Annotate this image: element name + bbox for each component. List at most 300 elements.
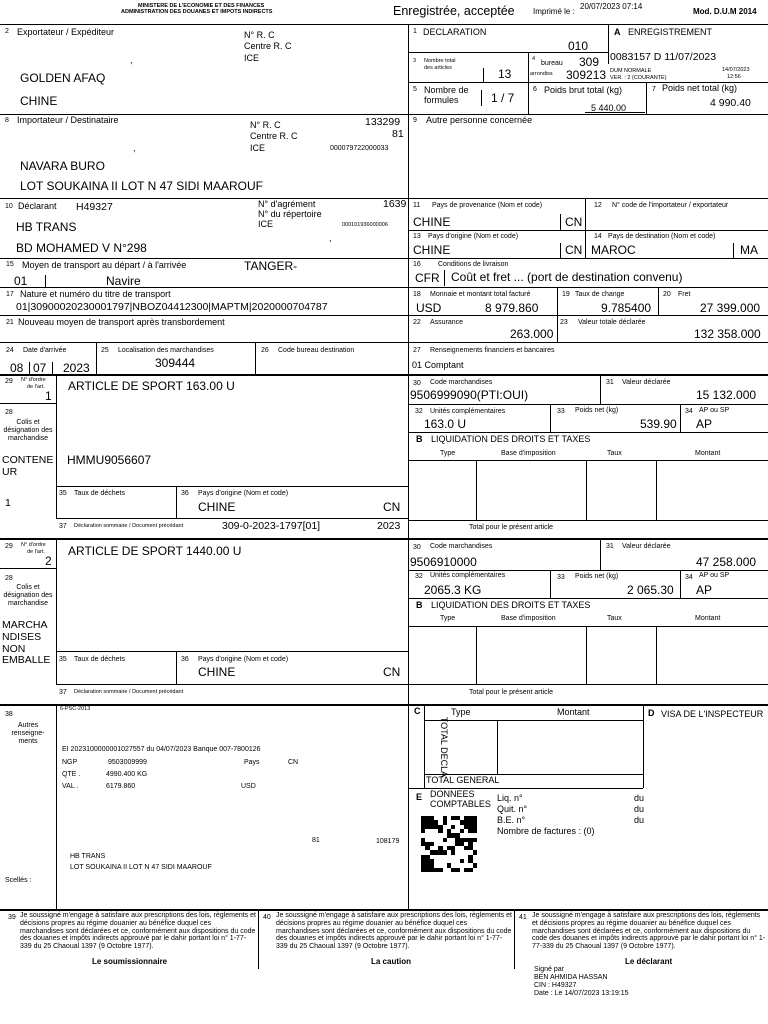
registration-label: ENREGISTREMENT bbox=[628, 27, 713, 37]
col-taux: Taux bbox=[607, 615, 622, 622]
total-articles-label-1: Nombre total bbox=[424, 58, 456, 64]
article-order-label-1: N° d'ordre bbox=[21, 377, 46, 383]
grid-line bbox=[586, 460, 587, 520]
goods-location: 309444 bbox=[155, 356, 196, 370]
grid-line bbox=[0, 704, 768, 706]
grid-line bbox=[56, 374, 57, 518]
printed-date: 20/07/2023 07:14 bbox=[580, 2, 643, 11]
declarant-code: H49327 bbox=[76, 201, 113, 213]
article-origin-code: CN bbox=[383, 665, 401, 679]
grid-line bbox=[0, 538, 768, 540]
destination-name: MAROC bbox=[591, 243, 636, 257]
box8-ice-value: 000079722000033 bbox=[330, 145, 389, 152]
box-number: 27 bbox=[413, 347, 421, 354]
delivery-text: Coût et fret ... (port de destination convenu) bbox=[451, 270, 683, 284]
commodity-code: 9506910000 bbox=[410, 555, 477, 569]
col-base: Base d'imposition bbox=[501, 615, 556, 622]
box-number: 37 bbox=[59, 689, 67, 696]
grid-line bbox=[408, 404, 768, 405]
total-declared-value: 132 358.000 bbox=[694, 327, 761, 341]
ngp-label: NGP bbox=[62, 759, 78, 766]
article-total-label: Total pour le présent article bbox=[469, 689, 554, 696]
grid-line bbox=[528, 52, 529, 82]
box-number: 20 bbox=[663, 291, 671, 298]
destination-code: MA bbox=[740, 243, 758, 257]
transport-mode: Navire bbox=[106, 274, 141, 288]
grid-line bbox=[424, 720, 643, 721]
total-general-label: TOTAL GENERAL bbox=[426, 775, 500, 785]
grid-line bbox=[497, 720, 498, 774]
model-label: Mod. D.U.M 2014 bbox=[693, 7, 757, 16]
transport-place: TANGER- bbox=[244, 259, 298, 273]
gross-weight-label: Poids brut total (kg) bbox=[544, 85, 623, 95]
grid-line bbox=[0, 315, 768, 316]
other-info-code: 6-PSC-2013 bbox=[60, 706, 91, 712]
article-description: ARTICLE DE SPORT 163.00 U bbox=[68, 379, 235, 393]
box18-label: Monnaie et montant total facturé bbox=[430, 291, 531, 298]
exchange-rate: 9.785400 bbox=[601, 301, 652, 315]
arrondiss-label: arrondiss bbox=[530, 71, 553, 77]
box-number: 4 bbox=[532, 56, 536, 62]
gross-weight-value: 5 440.00 bbox=[591, 103, 627, 113]
box-c-col-type: Type bbox=[451, 707, 471, 717]
bureau-value: 309 bbox=[579, 55, 600, 69]
box25-label: Localisation des marchandises bbox=[118, 347, 214, 354]
box2-comma: , bbox=[130, 55, 133, 65]
liquidation-letter: B bbox=[416, 600, 423, 610]
registration-date: 14/07/2023 bbox=[722, 67, 750, 73]
declared-value: 15 132.000 bbox=[696, 388, 757, 402]
accounting-label-1: DONNEES bbox=[430, 789, 475, 799]
ap-sp-label: AP ou SP bbox=[699, 407, 730, 414]
ministry-line-1: MINISTERE DE L'ECONOMIE ET DES FINANCES bbox=[138, 3, 265, 9]
box-number: 39 bbox=[8, 914, 16, 921]
net-weight-article: 2 065.30 bbox=[627, 583, 674, 597]
box-a-letter: A bbox=[614, 27, 621, 37]
be-du: du bbox=[634, 815, 645, 825]
repertoire-label: N° du répertoire bbox=[258, 209, 322, 219]
box21-label: Nouveau moyen de transport après transbordement bbox=[18, 317, 225, 327]
provenance-code: CN bbox=[565, 215, 583, 229]
article-order-label-1: N° d'ordre bbox=[21, 542, 46, 548]
article-order-label-2: de l'art. bbox=[27, 384, 45, 390]
box8-centre-label: Centre R. C bbox=[250, 131, 298, 141]
grid-line bbox=[56, 684, 408, 685]
box2-label: Exportateur / Expéditeur bbox=[17, 27, 115, 37]
grid-line bbox=[444, 270, 445, 286]
box-number: 22 bbox=[413, 319, 421, 326]
grid-line bbox=[550, 570, 551, 598]
ngp-value: 9503009999 bbox=[108, 759, 147, 766]
qte-value: 4990.400 KG bbox=[106, 771, 148, 778]
box11-label: Pays de provenance (Nom et code) bbox=[432, 202, 543, 209]
grid-line bbox=[408, 24, 409, 909]
box-number: 23 bbox=[560, 319, 568, 326]
box8-rc-label: N° R. C bbox=[250, 120, 281, 130]
box-number: 40 bbox=[263, 914, 271, 921]
ap-sp-label: AP ou SP bbox=[699, 572, 730, 579]
ei-line: EI 2023100000001027557 du 04/07/2023 Banque 007-7800126 bbox=[62, 746, 261, 753]
dum-normale: DUM NORMALE bbox=[610, 68, 652, 74]
formules-label-1: Nombre de bbox=[424, 85, 469, 95]
ap-sp-value: AP bbox=[696, 583, 713, 597]
commodity-code: 9506999090(PTI:OUI) bbox=[410, 388, 529, 402]
box8-rc-value: 133299 bbox=[365, 116, 401, 128]
packages-label: Colis et désignation des marchandise bbox=[3, 584, 53, 607]
box-d-letter: D bbox=[648, 708, 655, 718]
box-number: 18 bbox=[413, 291, 421, 298]
box24-label: Date d'arrivée bbox=[23, 347, 67, 354]
box-number: 17 bbox=[6, 291, 14, 298]
grid-line bbox=[56, 518, 408, 519]
declaration-label: DECLARATION bbox=[423, 27, 487, 37]
waste-rate-label: Taux de déchets bbox=[74, 490, 125, 497]
box-number: 5 bbox=[413, 86, 417, 93]
quit-label: Quit. n° bbox=[497, 804, 528, 814]
grid-line bbox=[408, 520, 768, 521]
transport-document: 01|30900020230001797|NBOZ04412300|MAPTM|2020000704787 bbox=[16, 301, 328, 313]
box12-label: N° code de l'importateur / exportateur bbox=[612, 202, 729, 209]
box-number: 25 bbox=[101, 347, 109, 354]
box-number: 9 bbox=[413, 117, 417, 124]
box10-label: Déclarant bbox=[18, 201, 57, 211]
val-currency: USD bbox=[241, 783, 256, 790]
box-number: 28 bbox=[5, 575, 13, 582]
grid-line bbox=[658, 287, 659, 315]
box-number: 29 bbox=[5, 543, 13, 550]
grid-line bbox=[680, 404, 681, 432]
origin-code: CN bbox=[565, 243, 583, 257]
box-number: 24 bbox=[6, 347, 14, 354]
agrement-value: 1639 bbox=[383, 198, 407, 210]
ap-sp-value: AP bbox=[696, 417, 713, 431]
accounting-label-2: COMPTABLES bbox=[430, 799, 491, 809]
box-number: 21 bbox=[6, 319, 14, 326]
arrival-month: 07 bbox=[33, 361, 47, 375]
box-number: 12 bbox=[594, 202, 602, 209]
pays-label: Pays bbox=[244, 759, 260, 766]
net-weight-article-label: Poids net (kg) bbox=[575, 407, 619, 414]
box-number: 16 bbox=[413, 261, 421, 268]
box-number: 33 bbox=[557, 408, 565, 415]
box27-label: Renseignements financiers et bancaires bbox=[430, 347, 555, 354]
grid-line bbox=[680, 570, 681, 598]
summary-declaration-year: 2023 bbox=[377, 520, 401, 532]
grid-line bbox=[56, 538, 57, 684]
box-c-letter: C bbox=[414, 706, 421, 716]
val-value: 6179.860 bbox=[106, 783, 136, 790]
liquidation-letter: B bbox=[416, 434, 423, 444]
arrival-day: 08 bbox=[10, 361, 24, 375]
box-number: 32 bbox=[415, 573, 423, 580]
box-number: 31 bbox=[606, 543, 614, 550]
box-number: 7 bbox=[652, 86, 656, 93]
grid-line bbox=[560, 214, 561, 230]
rc-number: 108179 bbox=[376, 838, 400, 845]
net-weight-label: Poids net total (kg) bbox=[662, 83, 738, 93]
box2-ice-label: ICE bbox=[244, 53, 260, 63]
grid-line bbox=[483, 68, 484, 82]
grid-line bbox=[408, 432, 768, 433]
declared-value: 47 258.000 bbox=[696, 555, 757, 569]
total-articles-label-2: des articles bbox=[424, 65, 452, 71]
box-number: 33 bbox=[557, 574, 565, 581]
grid-line bbox=[585, 198, 586, 230]
grid-line bbox=[0, 403, 56, 404]
grid-line bbox=[0, 909, 768, 911]
grid-line bbox=[600, 538, 601, 570]
grid-line bbox=[643, 704, 644, 788]
box-number: 3 bbox=[413, 58, 417, 64]
grid-line bbox=[52, 362, 53, 374]
grid-line bbox=[585, 112, 645, 113]
grid-line bbox=[56, 651, 408, 652]
article-number: 2 bbox=[45, 554, 52, 568]
box17-label: Nature et numéro du titre de transport bbox=[20, 289, 171, 299]
exporter-name: GOLDEN AFAQ bbox=[20, 71, 106, 85]
grid-line bbox=[557, 315, 558, 342]
delivery-code: CFR bbox=[415, 271, 440, 285]
box23-label: Valeur totale déclarée bbox=[578, 319, 646, 326]
grid-line bbox=[514, 909, 515, 969]
grid-line bbox=[0, 342, 768, 343]
container-label: MARCHA NDISES NON EMBALLE bbox=[2, 619, 51, 667]
commodity-code-label: Code marchandises bbox=[430, 379, 493, 386]
box-number: 28 bbox=[5, 409, 13, 416]
grid-line bbox=[0, 287, 768, 288]
importer-name: NAVARA BURO bbox=[20, 159, 105, 173]
rc-code: 81 bbox=[312, 837, 320, 844]
box-number: 34 bbox=[685, 574, 693, 581]
grid-line bbox=[176, 651, 177, 684]
printed-label: Imprimé le : bbox=[533, 7, 575, 16]
waste-rate-label: Taux de déchets bbox=[74, 656, 125, 663]
col-montant: Montant bbox=[695, 615, 721, 622]
grid-line bbox=[608, 24, 609, 64]
declarant-address: BD MOHAMED V N°298 bbox=[16, 241, 147, 255]
grid-line bbox=[96, 342, 97, 374]
box-number: 35 bbox=[59, 656, 67, 663]
article-origin-name: CHINE bbox=[198, 665, 236, 679]
net-weight-value: 4 990.40 bbox=[710, 97, 751, 109]
grid-line bbox=[408, 460, 768, 461]
grid-line bbox=[255, 342, 256, 374]
other-info-label: Autres renseigne- ments bbox=[11, 722, 45, 745]
pays-value: CN bbox=[288, 759, 299, 766]
bureau-label: bureau bbox=[541, 60, 563, 67]
box-number: 11 bbox=[413, 202, 421, 209]
box26-label: Code bureau destination bbox=[278, 347, 355, 354]
box-number: 2 bbox=[5, 28, 9, 35]
grid-line bbox=[557, 287, 558, 315]
article-total-label: Total pour le présent article bbox=[469, 524, 554, 531]
signed-by-cin: CIN : H49327 bbox=[534, 982, 577, 989]
invoice-amount: 8 979.860 bbox=[485, 301, 539, 315]
grid-line bbox=[258, 909, 259, 969]
grid-line bbox=[0, 258, 768, 259]
transport-code: 01 bbox=[14, 274, 28, 288]
box-number: 10 bbox=[5, 203, 13, 210]
col-taux: Taux bbox=[607, 450, 622, 457]
article-origin-label: Pays d'origine (Nom et code) bbox=[198, 490, 289, 497]
grid-line bbox=[550, 404, 551, 432]
box-number: 37 bbox=[59, 523, 67, 530]
grid-line bbox=[600, 374, 601, 404]
units-label: Unités complémentaires bbox=[430, 572, 506, 579]
submitter-title: Le soumissionnaire bbox=[92, 957, 168, 966]
importer-address: LOT SOUKAINA II LOT N 47 SIDI MAAROUF bbox=[20, 179, 263, 193]
grid-line bbox=[528, 82, 529, 114]
grid-line bbox=[656, 460, 657, 520]
box-number: 38 bbox=[5, 711, 13, 718]
declared-value-label: Valeur déclarée bbox=[622, 543, 671, 550]
grid-line bbox=[0, 24, 768, 25]
package-count: 1 bbox=[5, 497, 11, 509]
box15-label: Moyen de transport au départ / à l'arrivée bbox=[22, 260, 187, 270]
box-number: 19 bbox=[562, 291, 570, 298]
grid-line bbox=[408, 626, 768, 627]
box-number: 35 bbox=[59, 490, 67, 497]
formules-label-2: formules bbox=[424, 95, 459, 105]
dum-version: VER. : 2 (COURANTE) bbox=[610, 75, 667, 81]
box-number: 6 bbox=[533, 86, 537, 93]
invoice-currency: USD bbox=[416, 301, 442, 315]
total-articles-value: 13 bbox=[498, 67, 512, 81]
commodity-code-label: Code marchandises bbox=[430, 543, 493, 550]
grid-line bbox=[733, 243, 734, 258]
summary-declaration: 309-0-2023-1797[01] bbox=[222, 520, 321, 532]
grid-line bbox=[560, 243, 561, 258]
status-text: Enregistrée, acceptée bbox=[393, 4, 515, 18]
units-label: Unités complémentaires bbox=[430, 408, 506, 415]
arrondiss-value: 309213 bbox=[566, 68, 607, 82]
box-c-col-montant: Montant bbox=[557, 707, 590, 717]
box20-label: Fret bbox=[678, 291, 691, 298]
grid-line bbox=[408, 598, 768, 599]
grid-line bbox=[481, 90, 482, 106]
grid-line bbox=[656, 626, 657, 684]
registration-number: 0083157 D 11/07/2023 bbox=[610, 51, 717, 63]
quit-du: du bbox=[634, 804, 645, 814]
insurance-value: 263.000 bbox=[510, 327, 554, 341]
grid-line bbox=[408, 570, 768, 571]
arrival-year: 2023 bbox=[63, 361, 90, 375]
col-type: Type bbox=[440, 450, 456, 457]
box19-label: Taux de change bbox=[575, 291, 625, 298]
net-weight-article: 539.90 bbox=[640, 417, 677, 431]
origin-name: CHINE bbox=[413, 243, 451, 257]
declared-value-label: Valeur déclarée bbox=[622, 379, 671, 386]
other-info-address: LOT SOUKAINA II LOT N 47 SIDI MAAROUF bbox=[70, 864, 212, 871]
grid-line bbox=[476, 626, 477, 684]
article-number: 1 bbox=[45, 389, 52, 403]
box-e-letter: E bbox=[416, 792, 423, 802]
article-origin-name: CHINE bbox=[198, 500, 236, 514]
grid-line bbox=[29, 362, 30, 374]
grid-line bbox=[476, 460, 477, 520]
box2-rc-label: N° R. C bbox=[244, 30, 275, 40]
container-label: CONTENE UR bbox=[2, 454, 54, 478]
box8-label: Importateur / Destinataire bbox=[17, 115, 119, 125]
qr-code bbox=[421, 816, 477, 872]
grid-line bbox=[586, 626, 587, 684]
box2-centre-label: Centre R. C bbox=[244, 41, 292, 51]
box9-label: Autre personne concernée bbox=[426, 115, 533, 125]
container-number: HMMU9056607 bbox=[67, 453, 152, 467]
other-info-company: HB TRANS bbox=[70, 853, 106, 860]
grid-line bbox=[408, 230, 768, 231]
guarantor-legal: Je soussigné m'engage à satisfaire aux prescriptions des lois, règlements et décisions propres au régime douanier au bénéfice duquel ces marchandises sont déclarées et ce, conformément aux dispositions du code des douanes et impôts indirects approuvé par le dahir portant loi n° 1-77-339 du 25 Chaoual 1397 (9 Octobre 1977). bbox=[276, 912, 512, 951]
box14-label: Pays de destination (Nom et code) bbox=[608, 233, 716, 240]
col-montant: Montant bbox=[695, 450, 721, 457]
grid-line bbox=[56, 486, 408, 487]
article-origin-label: Pays d'origine (Nom et code) bbox=[198, 656, 289, 663]
box22-label: Assurance bbox=[430, 319, 464, 326]
box13-label: Pays d'origine (Nom et code) bbox=[428, 233, 519, 240]
box-number: 36 bbox=[181, 490, 189, 497]
provenance-name: CHINE bbox=[413, 215, 451, 229]
article-description: ARTICLE DE SPORT 1440.00 U bbox=[68, 544, 242, 558]
box-number: 15 bbox=[6, 261, 14, 268]
agrement-label: N° d'agrément bbox=[258, 199, 316, 209]
guarantor-title: La caution bbox=[371, 957, 412, 966]
ministry-line-2: ADMINISTRATION DES DOUANES ET IMPOTS INDIRECTS bbox=[121, 9, 273, 15]
liq-du: du bbox=[634, 793, 645, 803]
grid-line bbox=[408, 52, 608, 53]
box-number: 14 bbox=[594, 233, 602, 240]
grid-line bbox=[176, 486, 177, 518]
box-number: 30 bbox=[413, 544, 421, 551]
grid-line bbox=[408, 684, 768, 685]
seals-label: Scellés : bbox=[5, 877, 32, 884]
box-number: 30 bbox=[413, 380, 421, 387]
signed-by-label: Signé par bbox=[534, 966, 564, 973]
signed-by-name: BEN AHMIDA HASSAN bbox=[534, 974, 608, 981]
grid-line bbox=[585, 230, 586, 258]
box-number: 29 bbox=[5, 378, 13, 385]
box-number: 1 bbox=[413, 28, 417, 35]
freight-value: 27 399.000 bbox=[700, 301, 761, 315]
box-c-side-label: TOTAL DECLA bbox=[439, 716, 450, 778]
grid-line bbox=[0, 568, 56, 569]
box-number: 31 bbox=[606, 379, 614, 386]
box-number: 32 bbox=[415, 408, 423, 415]
units-value: 163.0 U bbox=[424, 417, 467, 431]
payment-terms: 01 Comptant bbox=[412, 360, 464, 370]
declarant-name: HB TRANS bbox=[16, 220, 77, 234]
declaration-value: 010 bbox=[568, 39, 589, 53]
signed-date: Date : Le 14/07/2023 13:19:15 bbox=[534, 990, 629, 997]
net-weight-article-label: Poids net (kg) bbox=[575, 573, 619, 580]
box-number: 13 bbox=[413, 233, 421, 240]
grid-line bbox=[646, 82, 647, 114]
be-label: B.E. n° bbox=[497, 815, 526, 825]
summary-declaration-label: Déclaration sommaire / Document précédant bbox=[74, 689, 184, 695]
submitter-legal: Je soussigné m'engage à satisfaire aux prescriptions des lois, règlements et décisions propres au régime douanier au bénéfice duquel ces marchandises sont déclarées et ce, conformément aux dispositions du code des douanes et impôts indirects approuvé par le dahir portant loi n° 1-77-339 du 25 Chaoual 1397 (9 Octobre 1977). bbox=[20, 912, 256, 951]
box8-centre-value: 81 bbox=[392, 128, 404, 140]
grid-line bbox=[424, 704, 425, 788]
liq-label: Liq. n° bbox=[497, 793, 523, 803]
units-value: 2065.3 KG bbox=[424, 583, 482, 597]
liquidation-title: LIQUIDATION DES DROITS ET TAXES bbox=[431, 600, 591, 610]
box-number: 34 bbox=[685, 408, 693, 415]
box16-label: Conditions de livraison bbox=[438, 261, 509, 268]
val-label: VAL . bbox=[62, 783, 79, 790]
box-number: 41 bbox=[519, 914, 527, 921]
grid-line bbox=[0, 374, 768, 376]
registration-time: 12:56 bbox=[727, 74, 741, 80]
box-number: 8 bbox=[5, 117, 9, 124]
